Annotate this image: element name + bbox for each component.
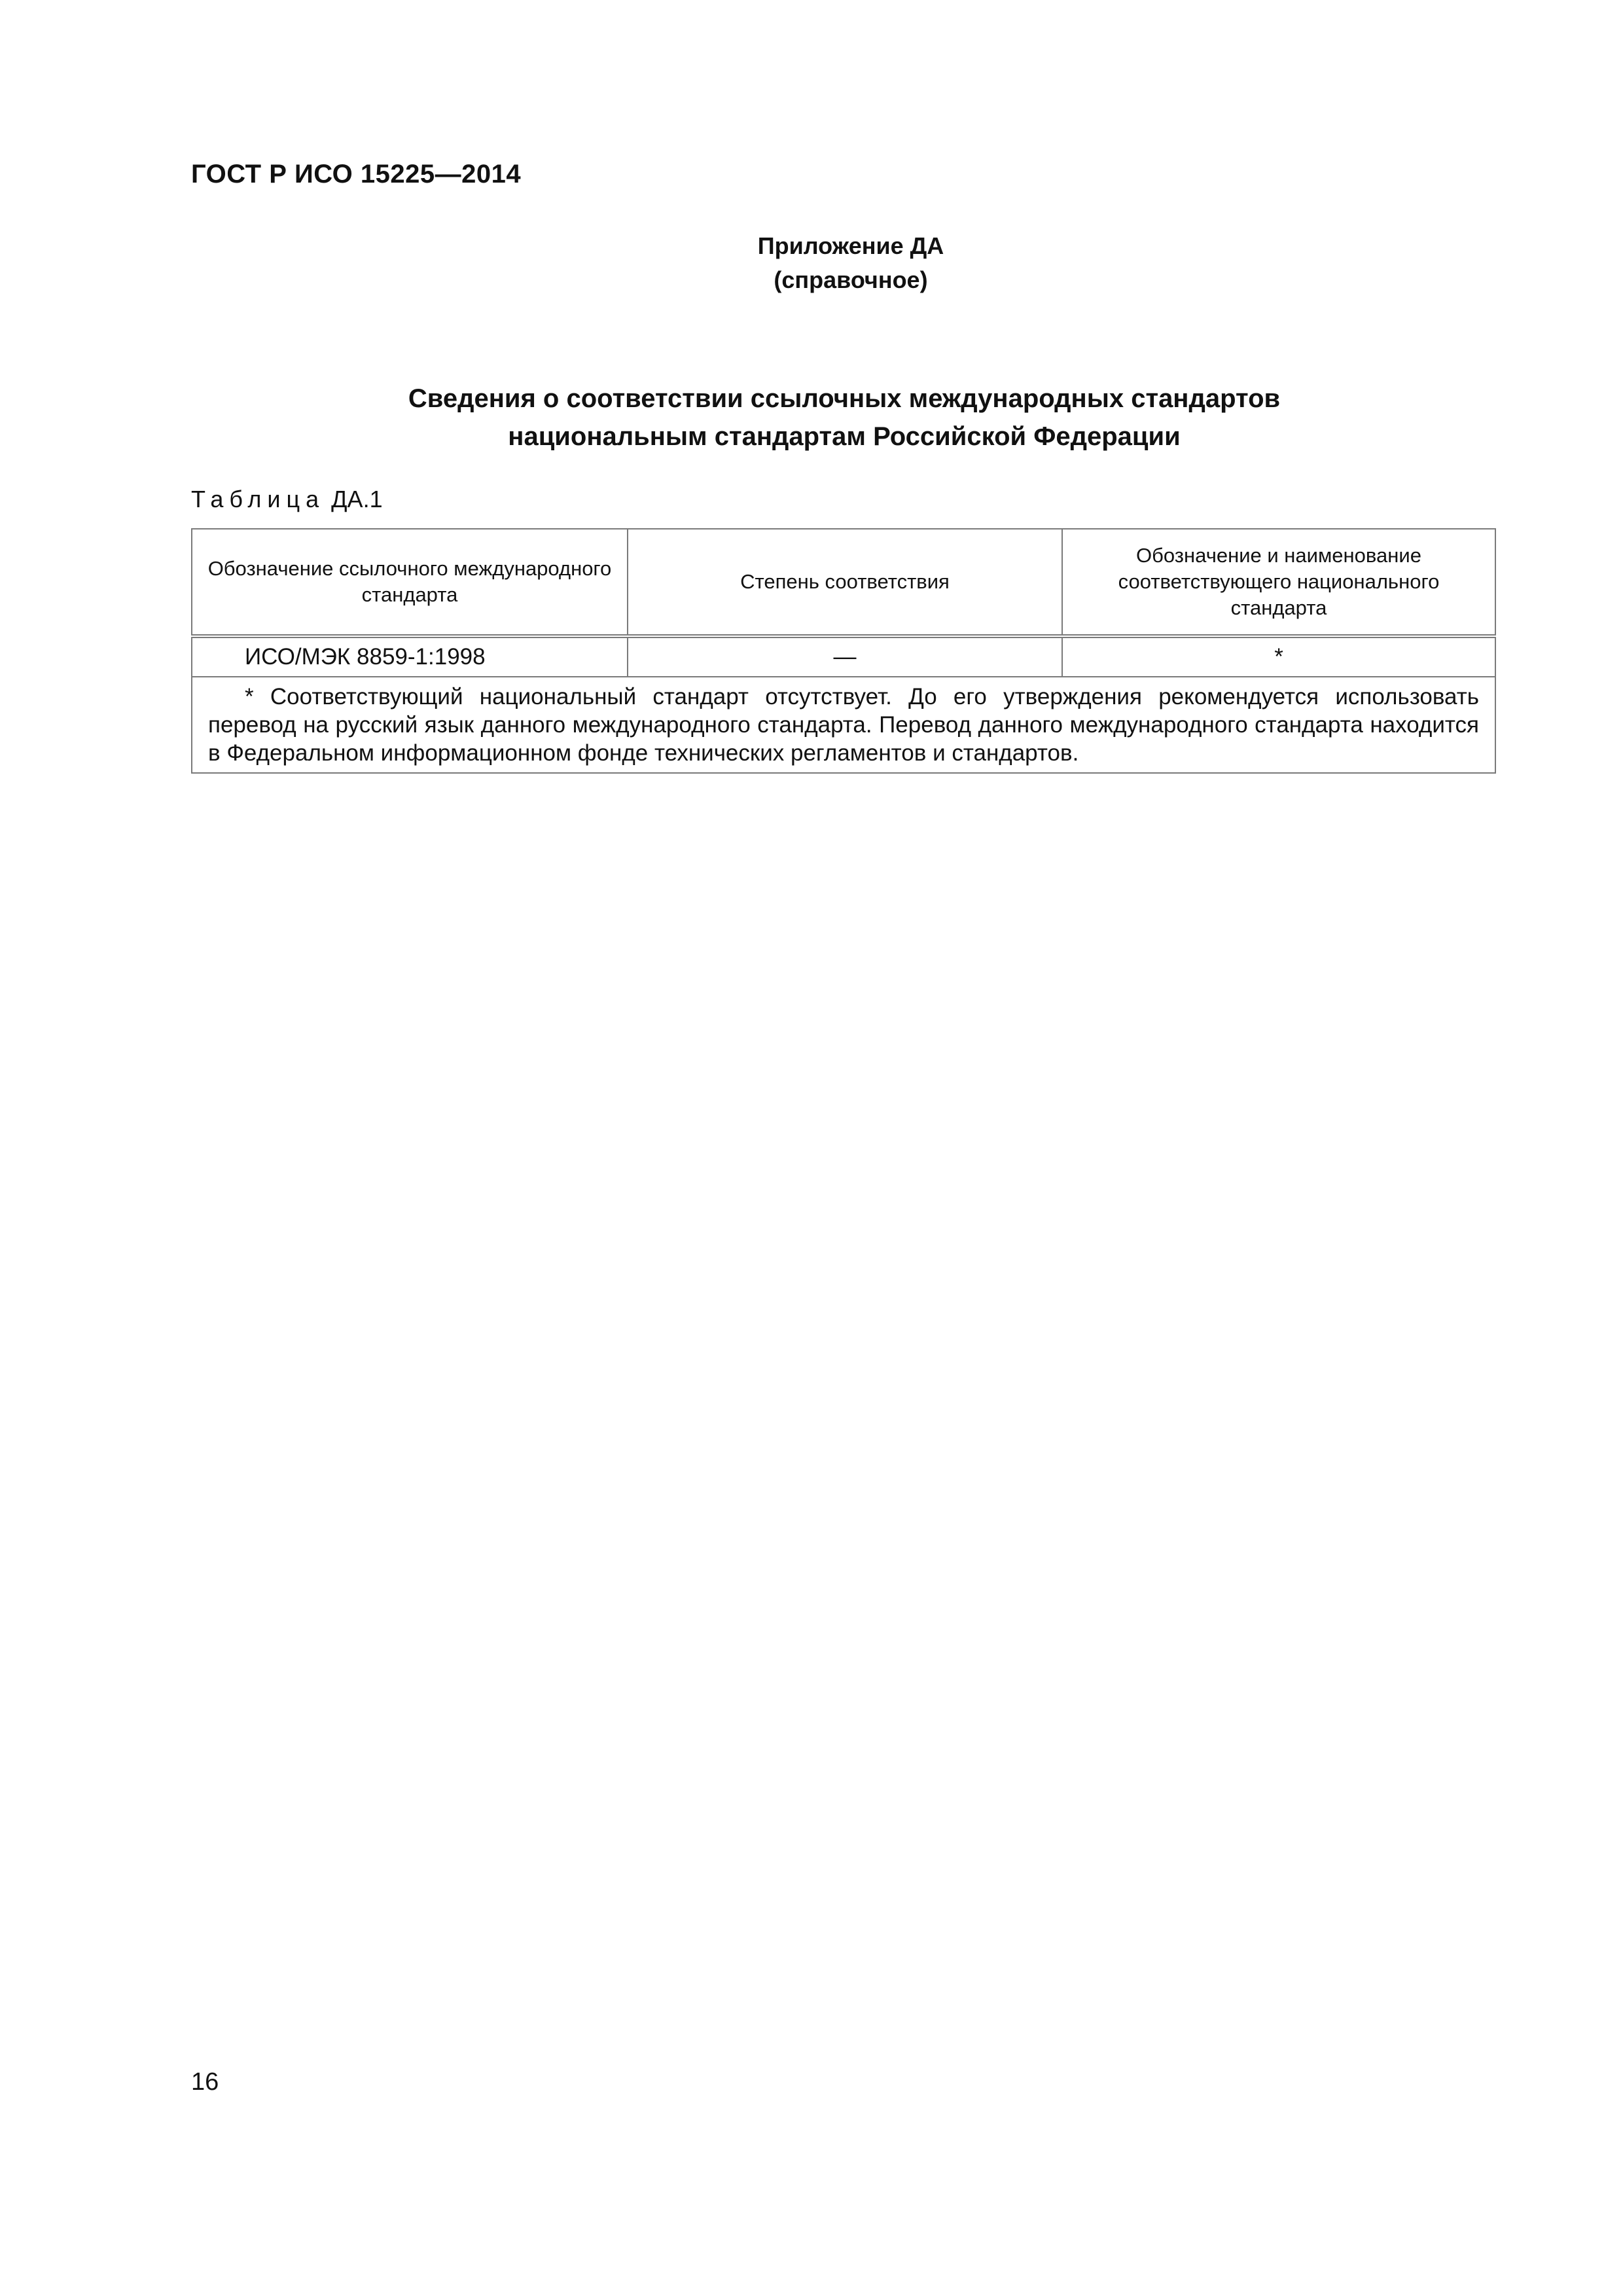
- table-footnote: * Соответствующий национальный стандарт отсутствует. До его утверждения рекомендуется использовать перевод на русский язык данного международного стандарта. Перевод данного международного стандарта находится в Федеральном информационном фонде технических регламентов и стандартов.: [192, 677, 1495, 773]
- section-title-line-1: Сведения о соответствии ссылочных международных стандартов: [408, 384, 1281, 413]
- appendix-title: Приложение ДА: [757, 232, 944, 259]
- table-row: [192, 636, 1495, 677]
- table-label-prefix: Таблица: [191, 486, 325, 512]
- table-header-row: [192, 529, 1495, 636]
- page-number: 16: [191, 2068, 219, 2096]
- cell-international-standard: ИСО/МЭК 8859-1:1998: [192, 636, 628, 677]
- table-label: [191, 486, 383, 513]
- appendix-subtitle: (справочное): [774, 266, 928, 293]
- appendix-heading: [674, 229, 1027, 297]
- correspondence-table: [191, 528, 1496, 774]
- column-header-international-standard: Обозначение ссылочного международного стандарта: [192, 529, 628, 636]
- section-title: [262, 380, 1427, 456]
- cell-degree-of-conformity: —: [628, 636, 1062, 677]
- table-label-number: ДА.1: [331, 486, 383, 512]
- table-footnote-row: [192, 677, 1495, 773]
- correspondence-table-container: [191, 528, 1495, 774]
- cell-national-standard: *: [1062, 636, 1495, 677]
- document-id: ГОСТ Р ИСО 15225—2014: [191, 160, 522, 188]
- section-title-line-2: национальным стандартам Российской Федерации: [508, 422, 1181, 451]
- column-header-national-standard: Обозначение и наименование соответствующего национального стандарта: [1062, 529, 1495, 636]
- column-header-degree-of-conformity: Степень соответствия: [628, 529, 1062, 636]
